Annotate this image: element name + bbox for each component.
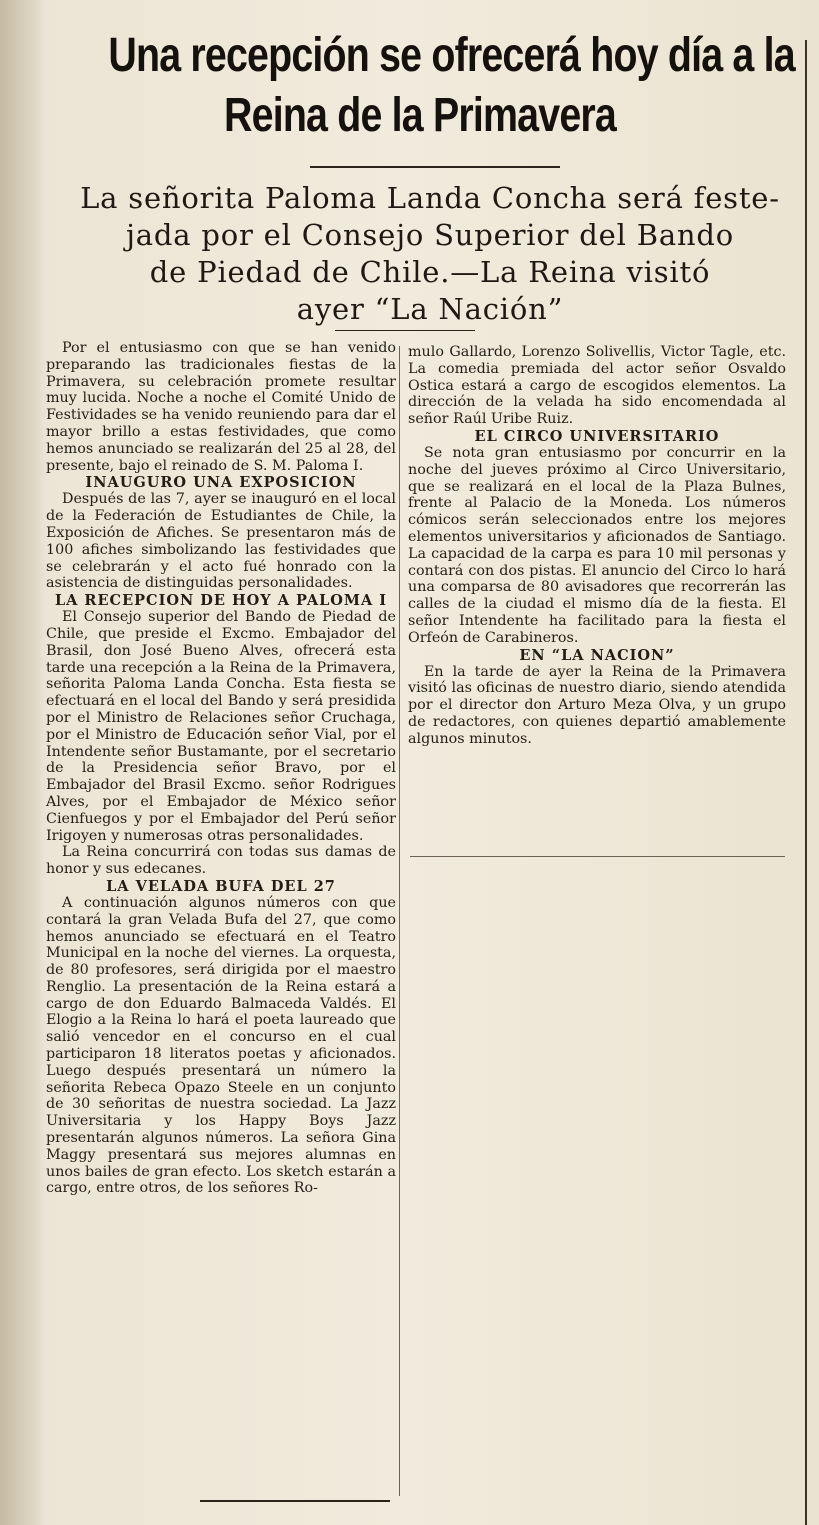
article-column-left [46, 340, 396, 1197]
bottom-rule [200, 1500, 390, 1502]
subheadline [60, 180, 800, 328]
subhead-line-1: La señorita Paloma Landa Concha será feste- [80, 181, 780, 215]
subhead-line-4: ayer “La Nación” [296, 292, 564, 326]
paragraph-velada-cont: mulo Gallardo, Lorenzo Solivellis, Victor Tagle, etc. La comedia premiada del actor señor Osvaldo Ostica estará a cargo de escogidos elementos. La dirección de la velada ha sido encomendada al señor Raúl Uribe Ruiz. [408, 344, 786, 428]
article-column-right [408, 344, 786, 748]
subhead-line-2: jada por el Consejo Superior del Bando [125, 218, 735, 252]
paragraph-velada: A continuación algunos números con que contará la gran Velada Bufa del 27, que como hemos anunciado se efectuará en el Teatro Municipal en la noche del viernes. La orquesta, de 80 profesores, será dirigida por el maestro Renglio. La presentación de la Reina estará a cargo de don Eduardo Balmaceda Valdés. El Elogio a la Reina lo hará el poeta laureado que salió vencedor en el concurso en el cual participaron 18 literatos poetas y aficionados. Luego después presentará un número la señorita Rebeca Opazo Steele en un conjunto de 30 señoritas de nuestra sociedad. La Jazz Universitaria y los Happy Boys Jazz presentarán algunos números. La señora Gina Maggy presentará sus mejores alumnas en unos bailes de gran efecto. Los sketch estarán a cargo, entre otros, de los señores Ro- [46, 894, 396, 1197]
paragraph-exposicion: Después de las 7, ayer se inauguró en el local de la Federación de Estudiantes de Chile, la Exposición de Afiches. Se presentaron más de 100 afiches simbolizando las festividades que se celebrarán y el acto fué honrado con la asistencia de distinguidas personalidades. [46, 491, 396, 592]
column-divider [399, 346, 400, 1496]
paragraph-intro: Por el entusiasmo con que se han venido preparando las tradicionales fiestas de la Primavera, su celebración promete resultar muy lucida. Noche a noche el Comité Unido de Festividades se ha venido reuniendo para dar el mayor brillo a estas festividades, que como hemos anunciado se realizarán del 25 al 28, del presente, bajo el reinado de S. M. Paloma I. [46, 340, 396, 474]
headline-divider [310, 166, 560, 168]
section-heading-recepcion: LA RECEPCION DE HOY A PALOMA I [54, 592, 388, 610]
headline-line-2: Reina de la Primavera [224, 89, 616, 142]
paragraph-la-nacion: En la tarde de ayer la Reina de la Primavera visitó las oficinas de nuestro diario, siendo atendida por el director don Arturo Meza Olva, y un grupo de redactores, con quienes departió amablemente algunos minutos. [408, 663, 786, 747]
adjacent-column-edge [0, 0, 46, 1525]
paragraph-reina: La Reina concurrirá con todas sus damas de honor y sus edecanes. [46, 844, 396, 878]
subhead-divider [335, 330, 475, 331]
section-heading-velada: LA VELADA BUFA DEL 27 [106, 877, 336, 895]
section-heading-circo: EL CIRCO UNIVERSITARIO [474, 427, 720, 445]
subhead-line-3: de Piedad de Chile.—La Reina visitó [149, 255, 711, 289]
section-heading-la-nacion: EN “LA NACION” [519, 646, 675, 664]
section-heading-exposicion: INAUGURO UNA EXPOSICION [85, 474, 357, 492]
article-end-rule [410, 856, 785, 857]
headline [108, 26, 795, 146]
headline-line-1: Una recepción se ofrecerá hoy día a la [108, 29, 795, 82]
paragraph-recepcion: El Consejo superior del Bando de Piedad de Chile, que preside el Excmo. Embajador del Brasil, don José Bueno Alves, ofrecerá esta tarde una recepción a la Reina de la Primavera, señorita Paloma Landa Concha. Esta fiesta se efectuará en el local del Bando y será presidida por el Ministro de Relaciones señor Cruchaga, por el Ministro de Educación señor Vial, por el Intendente señor Bustamante, por el secretario de la Presidencia señor Bravo, por el Embajador del Brasil Excmo. señor Rodrigues Alves, por el Embajador de México señor Cienfuegos y por el Embajador del Perú señor Irigoyen y numerosas otras personalidades. [46, 609, 396, 844]
right-column-rule [805, 40, 807, 1525]
paragraph-circo: Se nota gran entusiasmo por concurrir en la noche del jueves próximo al Circo Universitario, que se realizará en el local de la Plaza Bulnes, frente al Palacio de la Moneda. Los números cómicos serán seleccionados entre los mejores elementos universitarios y aficionados de Santiago. La capacidad de la carpa es para 10 mil personas y contará con dos pistas. El anuncio del Circo lo hará una comparsa de 80 avisadores que recorrerán las calles de la ciudad el mismo día de la fiesta. El señor Intendente ha facilitado para la fiesta el Orfeón de Carabineros. [408, 444, 786, 646]
